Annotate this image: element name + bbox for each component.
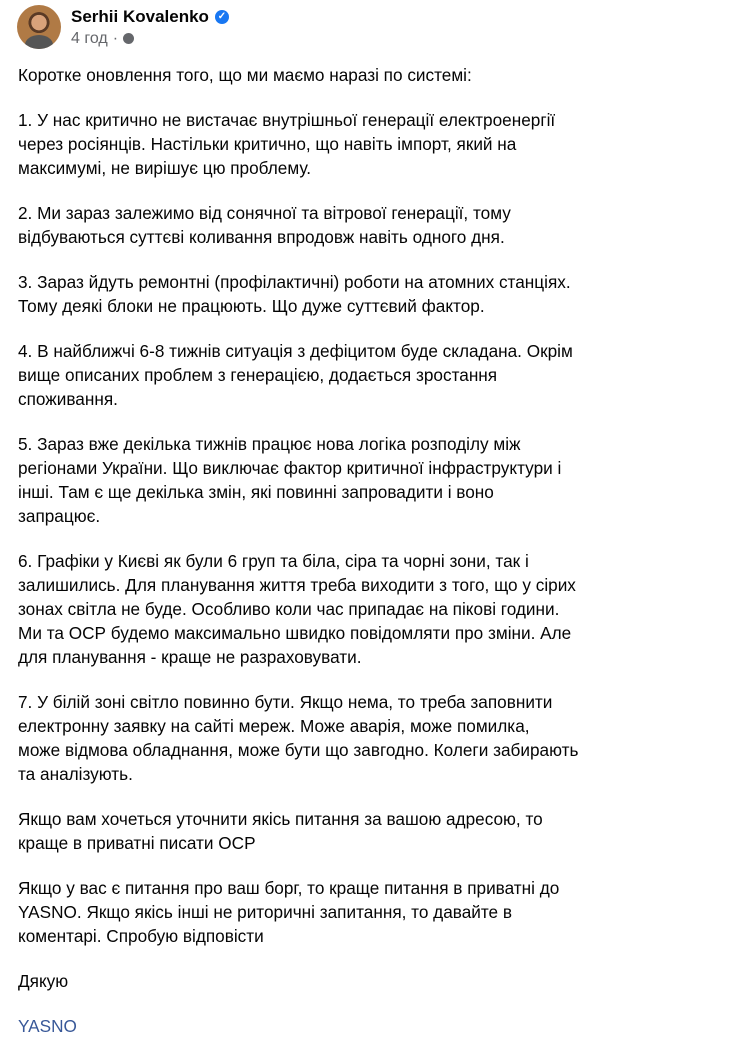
- post-paragraph: 6. Графіки у Києві як були 6 груп та біла, сіра та чорні зони, так і залишились. Для планування життя треба виходити з того, що у сірих зонах світла не буде. Особливо коли час припадає на пікові години. Ми та ОСР будемо максимально швидко повідомляти про зміни. Але для планування - краще не разраховувати.: [18, 551, 576, 667]
- post-paragraph: 2. Ми зараз залежимо від сонячної та вітрової генерації, тому відбуваються суттєві коливання впродовж навіть одного дня.: [18, 203, 511, 247]
- globe-icon[interactable]: [123, 33, 134, 44]
- post-paragraph: 5. Зараз вже декілька тижнів працює нова логіка розподілу між регіонами України. Що виключає фактор критичної інфраструктури і інші. Там є ще декілька змін, які повинні запровадити і воно запрацює.: [18, 434, 562, 526]
- post-header: [17, 5, 229, 49]
- post-paragraph: Якщо вам хочеться уточнити якісь питання за вашою адресою, то краще в приватні писати ОСР: [18, 809, 543, 853]
- post-body: [18, 63, 728, 1059]
- separator: ·: [112, 29, 119, 47]
- post-paragraph: Коротке оновлення того, що ми маємо наразі по системі:: [18, 65, 472, 85]
- post-paragraph: Дякую: [18, 971, 69, 991]
- yasno-link[interactable]: YASNO: [18, 1016, 77, 1036]
- post-paragraph: 3. Зараз йдуть ремонтні (профілактичні) роботи на атомних станціях. Тому деякі блоки не працюють. Що дуже суттєвий фактор.: [18, 272, 571, 316]
- post-paragraph: 4. В найближчі 6-8 тижнів ситуація з дефіцитом буде складана. Окрім вище описаних проблем з генерацією, додається зростання споживання.: [18, 341, 573, 409]
- post-time[interactable]: 4 год: [71, 29, 108, 47]
- verified-badge-icon: ✓: [215, 10, 229, 24]
- author-avatar[interactable]: [17, 5, 61, 49]
- post-paragraph: Якщо у вас є питання про ваш борг, то краще питання в приватні до YASNO. Якщо якісь інші не риторичні запитання, то давайте в коментарі. Спробую відповісти: [18, 878, 560, 946]
- post-paragraph: 7. У білій зоні світло повинно бути. Якщо нема, то треба заповнити електронну заявку на сайті мереж. Може аварія, може помилка, може відмова обладнання, може бути що завгодно. Колеги забирають та аналізують.: [18, 692, 579, 784]
- author-name[interactable]: Serhii Kovalenko: [71, 6, 209, 26]
- post-paragraph: 1. У нас критично не вистачає внутрішньої генерації електроенергії через росіянців. Настільки критично, що навіть імпорт, який на максимумі, не вирішує цю проблему.: [18, 110, 556, 178]
